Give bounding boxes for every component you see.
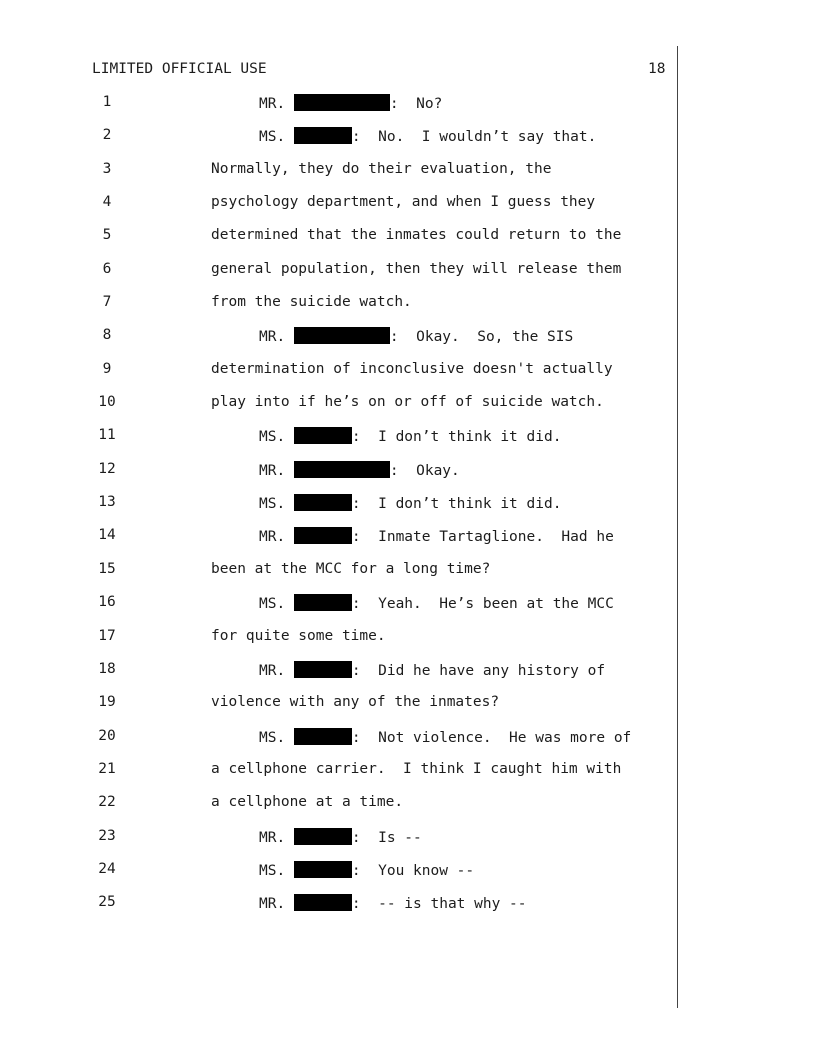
- line-number: 9: [102, 360, 112, 377]
- transcript-line: [0, 394, 816, 427]
- line-content: : No?: [389, 96, 443, 112]
- transcript-line: [0, 494, 816, 527]
- transcript-line: [0, 261, 816, 294]
- transcript-line: [0, 194, 816, 227]
- line-number: 5: [102, 227, 112, 244]
- line-number: 15: [98, 560, 116, 577]
- line-content: : You know --: [351, 862, 475, 879]
- line-content: violence with any of the inmates?: [211, 694, 500, 711]
- line-number: 8: [102, 327, 112, 344]
- line-text: [211, 394, 604, 410]
- speaker-line: [259, 94, 442, 112]
- speaker-title: MR.: [259, 662, 294, 679]
- line-content: : Okay.: [389, 462, 460, 479]
- speaker-line: [259, 861, 474, 879]
- classification-header: LIMITED OFFICIAL USE: [92, 61, 267, 77]
- line-number: 1: [102, 94, 112, 110]
- line-number: 13: [98, 494, 116, 511]
- line-content: Normally, they do their evaluation, the: [211, 160, 552, 177]
- line-content: : I don’t think it did.: [351, 496, 562, 513]
- line-content: : Is --: [351, 829, 422, 846]
- redaction-box: [294, 94, 390, 111]
- line-content: : No. I wouldn’t say that.: [351, 129, 597, 146]
- line-text: [211, 694, 499, 710]
- line-number: 16: [98, 594, 116, 611]
- speaker-line: [259, 461, 460, 479]
- line-number: 11: [98, 427, 116, 444]
- line-text: [211, 161, 551, 177]
- page-number: 18: [648, 61, 666, 77]
- transcript-line: [0, 427, 816, 460]
- line-content: from the suicide watch.: [211, 294, 412, 311]
- transcript-line: [0, 594, 816, 627]
- line-content: : Yeah. He’s been at the MCC: [351, 596, 614, 613]
- transcript-line: [0, 327, 816, 360]
- transcript-line: [0, 761, 816, 794]
- line-text: [211, 294, 412, 310]
- line-text: [211, 361, 613, 377]
- line-content: : Did he have any history of: [351, 662, 606, 679]
- transcript-line: [0, 94, 816, 127]
- line-number: 23: [98, 827, 116, 844]
- line-number: 25: [98, 894, 116, 911]
- line-number: 20: [98, 727, 116, 744]
- transcript-line: [0, 828, 816, 861]
- transcript-line: [0, 561, 816, 594]
- transcript-line: [0, 161, 816, 194]
- line-content: play into if he’s on or off of suicide watch.: [211, 394, 604, 411]
- line-content: : -- is that why --: [351, 896, 527, 913]
- speaker-title: MR.: [259, 896, 294, 913]
- speaker-title: MS.: [259, 496, 294, 513]
- line-number: 4: [102, 194, 112, 211]
- redaction-box: [294, 427, 352, 444]
- line-number: 21: [98, 760, 116, 777]
- line-content: determined that the inmates could return to the: [211, 227, 622, 244]
- line-text: [211, 628, 386, 644]
- line-content: : I don’t think it did.: [351, 429, 562, 446]
- redaction-box: [294, 494, 352, 511]
- transcript-line: [0, 894, 816, 927]
- line-content: psychology department, and when I guess they: [211, 194, 596, 211]
- line-text: [211, 794, 403, 810]
- line-number: 7: [102, 294, 112, 311]
- transcript-line: [0, 861, 816, 894]
- line-number: 12: [98, 460, 116, 477]
- line-number: 19: [98, 694, 116, 711]
- line-number: 22: [98, 794, 116, 811]
- speaker-title: MR.: [259, 329, 294, 346]
- speaker-line: [259, 894, 527, 912]
- line-content: a cellphone at a time.: [211, 794, 404, 811]
- speaker-title: MS.: [259, 129, 294, 146]
- speaker-line: [259, 828, 422, 846]
- transcript-body: [0, 94, 816, 928]
- transcript-line: [0, 527, 816, 560]
- line-content: been at the MCC for a long time?: [211, 560, 491, 577]
- transcript-line: [0, 628, 816, 661]
- line-number: 3: [102, 160, 112, 177]
- redaction-box: [294, 828, 352, 845]
- redaction-box: [294, 894, 352, 911]
- line-number: 24: [98, 860, 116, 877]
- speaker-line: [259, 494, 561, 512]
- transcript-line: [0, 694, 816, 727]
- transcript-line: [0, 361, 816, 394]
- speaker-title: MS.: [259, 429, 294, 446]
- speaker-title: MR.: [259, 829, 294, 846]
- transcript-line: [0, 461, 816, 494]
- transcript-line: [0, 127, 816, 160]
- speaker-line: [259, 527, 614, 545]
- transcript-line: [0, 227, 816, 260]
- redaction-box: [294, 327, 390, 344]
- line-content: for quite some time.: [211, 627, 386, 644]
- redaction-box: [294, 594, 352, 611]
- speaker-line: [259, 594, 614, 612]
- redaction-box: [294, 527, 352, 544]
- speaker-line: [259, 661, 605, 679]
- line-number: 10: [98, 394, 116, 411]
- line-number: 18: [98, 660, 116, 677]
- speaker-title: MR.: [259, 462, 294, 479]
- speaker-line: [259, 327, 573, 345]
- redaction-box: [294, 728, 352, 745]
- line-content: a cellphone carrier. I think I caught him with: [211, 760, 622, 777]
- speaker-title: MS.: [259, 862, 294, 879]
- line-number: 14: [98, 527, 116, 544]
- redaction-box: [294, 861, 352, 878]
- line-text: [211, 261, 621, 277]
- transcript-line: [0, 294, 816, 327]
- speaker-line: [259, 127, 596, 145]
- line-text: [211, 227, 621, 243]
- transcript-line: [0, 661, 816, 694]
- speaker-line: [259, 728, 631, 746]
- line-number: 2: [102, 127, 112, 144]
- line-text: [211, 194, 595, 210]
- speaker-title: MR.: [259, 96, 294, 112]
- redaction-box: [294, 661, 352, 678]
- speaker-line: [259, 427, 561, 445]
- transcript-line: [0, 728, 816, 761]
- speaker-title: MR.: [259, 529, 294, 546]
- line-number: 17: [98, 627, 116, 644]
- speaker-title: MS.: [259, 729, 294, 746]
- line-content: : Not violence. He was more of: [351, 729, 632, 746]
- redaction-box: [294, 461, 390, 478]
- redaction-box: [294, 127, 352, 144]
- speaker-title: MS.: [259, 596, 294, 613]
- line-content: : Inmate Tartaglione. Had he: [351, 529, 614, 546]
- line-text: [211, 561, 490, 577]
- line-content: : Okay. So, the SIS: [389, 329, 574, 346]
- line-content: determination of inconclusive doesn't actually: [211, 360, 613, 377]
- transcript-line: [0, 794, 816, 827]
- line-text: [211, 761, 621, 777]
- line-number: 6: [102, 260, 112, 277]
- line-content: general population, then they will release them: [211, 260, 622, 277]
